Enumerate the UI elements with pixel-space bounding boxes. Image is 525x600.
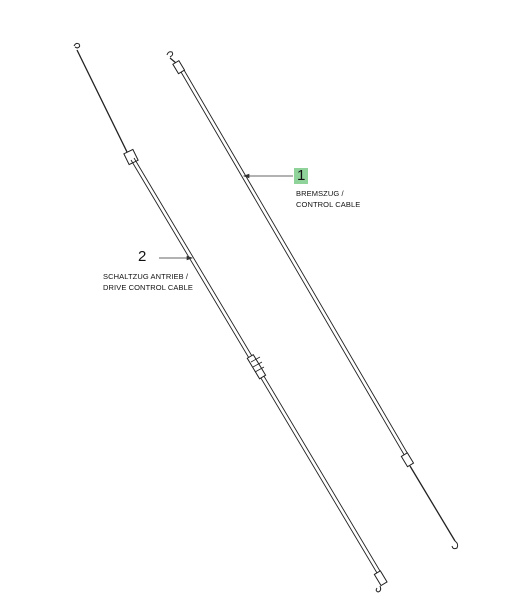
callout-number-2: 2 <box>138 248 147 265</box>
leader-lines <box>159 174 293 259</box>
brake-control-cable <box>167 52 458 549</box>
callout-number-1: 1 <box>294 168 308 184</box>
callout-label-2-line2: DRIVE CONTROL CABLE <box>103 283 193 292</box>
callout-label-1-line2: CONTROL CABLE <box>296 200 361 209</box>
callout-label-1-line1: BREMSZUG / <box>296 189 344 198</box>
leader-arrow-2 <box>187 256 192 259</box>
drive-control-cable <box>74 43 387 592</box>
callout-label-2-line1: SCHALTZUG ANTRIEB / <box>103 272 189 281</box>
